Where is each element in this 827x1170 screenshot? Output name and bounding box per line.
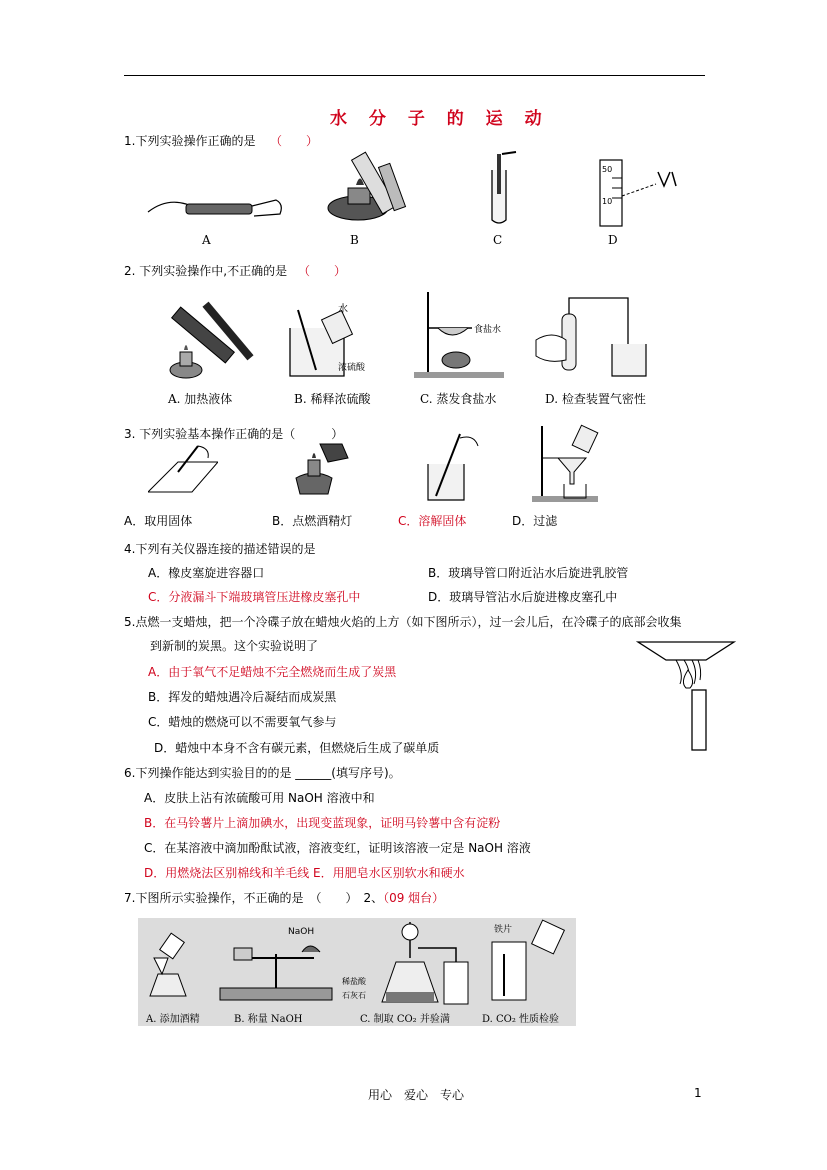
q6-option-de: D．用燃烧法区别棉线和羊毛线 E．用肥皂水区别软水和硬水 [144,866,465,880]
q2-label-water: 水 [338,304,348,315]
q7-caption-b: B. 称量 NaOH [234,1014,303,1025]
q2-answer-paren: （ ） [298,264,347,278]
q6-option-b: B．在马铃薯片上滴加碘水，出现变蓝现象，证明马铃薯中含有淀粉 [144,816,501,830]
q2-figure-c [412,288,522,380]
q2-stem: 2. 下列实验操作中,不正确的是 [124,264,288,278]
q6-option-a: A．皮肤上沾有浓硫酸可用 NaOH 溶液中和 [144,791,375,805]
q2-figure-b [286,300,376,380]
q5-candle-figure [636,640,736,752]
q7-label-stone: 石灰石 [342,991,366,1000]
q6-option-c: C．在某溶液中滴加酚酞试液，溶液变红，证明该溶液一定是 NaOH 溶液 [144,841,531,855]
svg-text:50: 50 [602,165,613,174]
q2-caption-d: D. 检查装置气密性 [545,392,646,406]
q7-stem-text: 7.下图所示实验操作，不正确的是 （ ） 2、 [124,891,384,905]
q1-stem: 1.下列实验操作正确的是 [124,134,256,148]
q4-option-c: C．分液漏斗下端玻璃管压进橡皮塞孔中 [148,590,361,604]
q4-stem: 4.下列有关仪器连接的描述错误的是 [124,542,316,556]
page-title: 水 分 子 的 运 动 [330,109,550,129]
q3-figure-b [292,438,354,498]
q5-option-d: D．蜡烛中本身不含有碳元素，但燃烧后生成了碳单质 [154,741,440,755]
q2-caption-b: B. 稀释浓硫酸 [294,392,371,406]
q1-label-b: B [350,233,359,247]
q7-caption-d: D. CO₂ 性质检验 [482,1014,560,1025]
q4-option-b: B．玻璃导管口附近沾水后旋进乳胶管 [428,566,629,580]
footer-motto: 用心 爱心 专心 [368,1088,465,1102]
q3-option-b: B．点燃酒精灯 [272,514,353,528]
page-number: 1 [694,1086,702,1100]
q7-source: （09 烟台） [383,891,445,905]
q4-option-d: D．玻璃导管沾水后旋进橡皮塞孔中 [428,590,618,604]
q1-figure-d [594,158,684,230]
q1-label-c: C [493,233,503,247]
q1-figure-c [482,150,522,228]
q7-label-acid: 稀盐酸 [342,977,366,986]
q1-figure-a [146,190,286,230]
q2-label-acid: 浓硫酸 [338,363,366,373]
q2-label-salt: 食盐水 [474,325,502,335]
q5-stem-line2: 到新制的炭黑。这个实验说明了 [150,639,319,653]
q7-stem [124,889,444,906]
q5-option-c: C．蜡烛的燃烧可以不需要氧气参与 [148,715,337,729]
q7-caption-c: C. 制取 CO₂ 并验满 [360,1014,450,1025]
q3-option-a: A．取用固体 [124,514,193,528]
svg-text:10: 10 [602,197,613,206]
q5-option-b: B．挥发的蜡烛遇冷后凝结而成炭黑 [148,690,337,704]
q3-figure-c [420,430,482,502]
q3-option-c: C．溶解固体 [398,514,467,528]
q3-figure-a [148,442,218,494]
q7-figure-strip [138,918,576,1026]
q2-figure-a [164,296,274,382]
q6-stem: 6.下列操作能达到实验目的的是 ______(填写序号)。 [124,766,401,780]
q1-figure-b [326,150,416,225]
q2-figure-d [532,290,652,382]
q2-caption-a: A. 加热液体 [168,392,233,406]
q5-option-a: A．由于氧气不足蜡烛不完全燃烧而生成了炭黑 [148,665,397,679]
q1-label-a: A [202,233,211,247]
q1-answer-paren: （ ） [270,134,319,148]
header-rule [124,75,705,76]
q2-caption-c: C. 蒸发食盐水 [420,392,497,406]
q3-stem: 3. 下列实验基本操作正确的是（ ） [124,427,344,441]
q3-figure-d [530,424,602,504]
q4-option-a: A．橡皮塞旋进容器口 [148,566,265,580]
q1-label-d: D [608,233,618,247]
q7-label-iron: 铁片 [494,925,513,935]
q7-caption-a: A. 添加酒精 [146,1014,200,1025]
q3-option-d: D．过滤 [512,514,558,528]
q5-stem-line1: 5.点燃一支蜡烛，把一个冷碟子放在蜡烛火焰的上方（如下图所示），过一会儿后，在冷碟子的底部会收集 [124,615,682,629]
q7-label-naoh: NaOH [288,927,315,937]
